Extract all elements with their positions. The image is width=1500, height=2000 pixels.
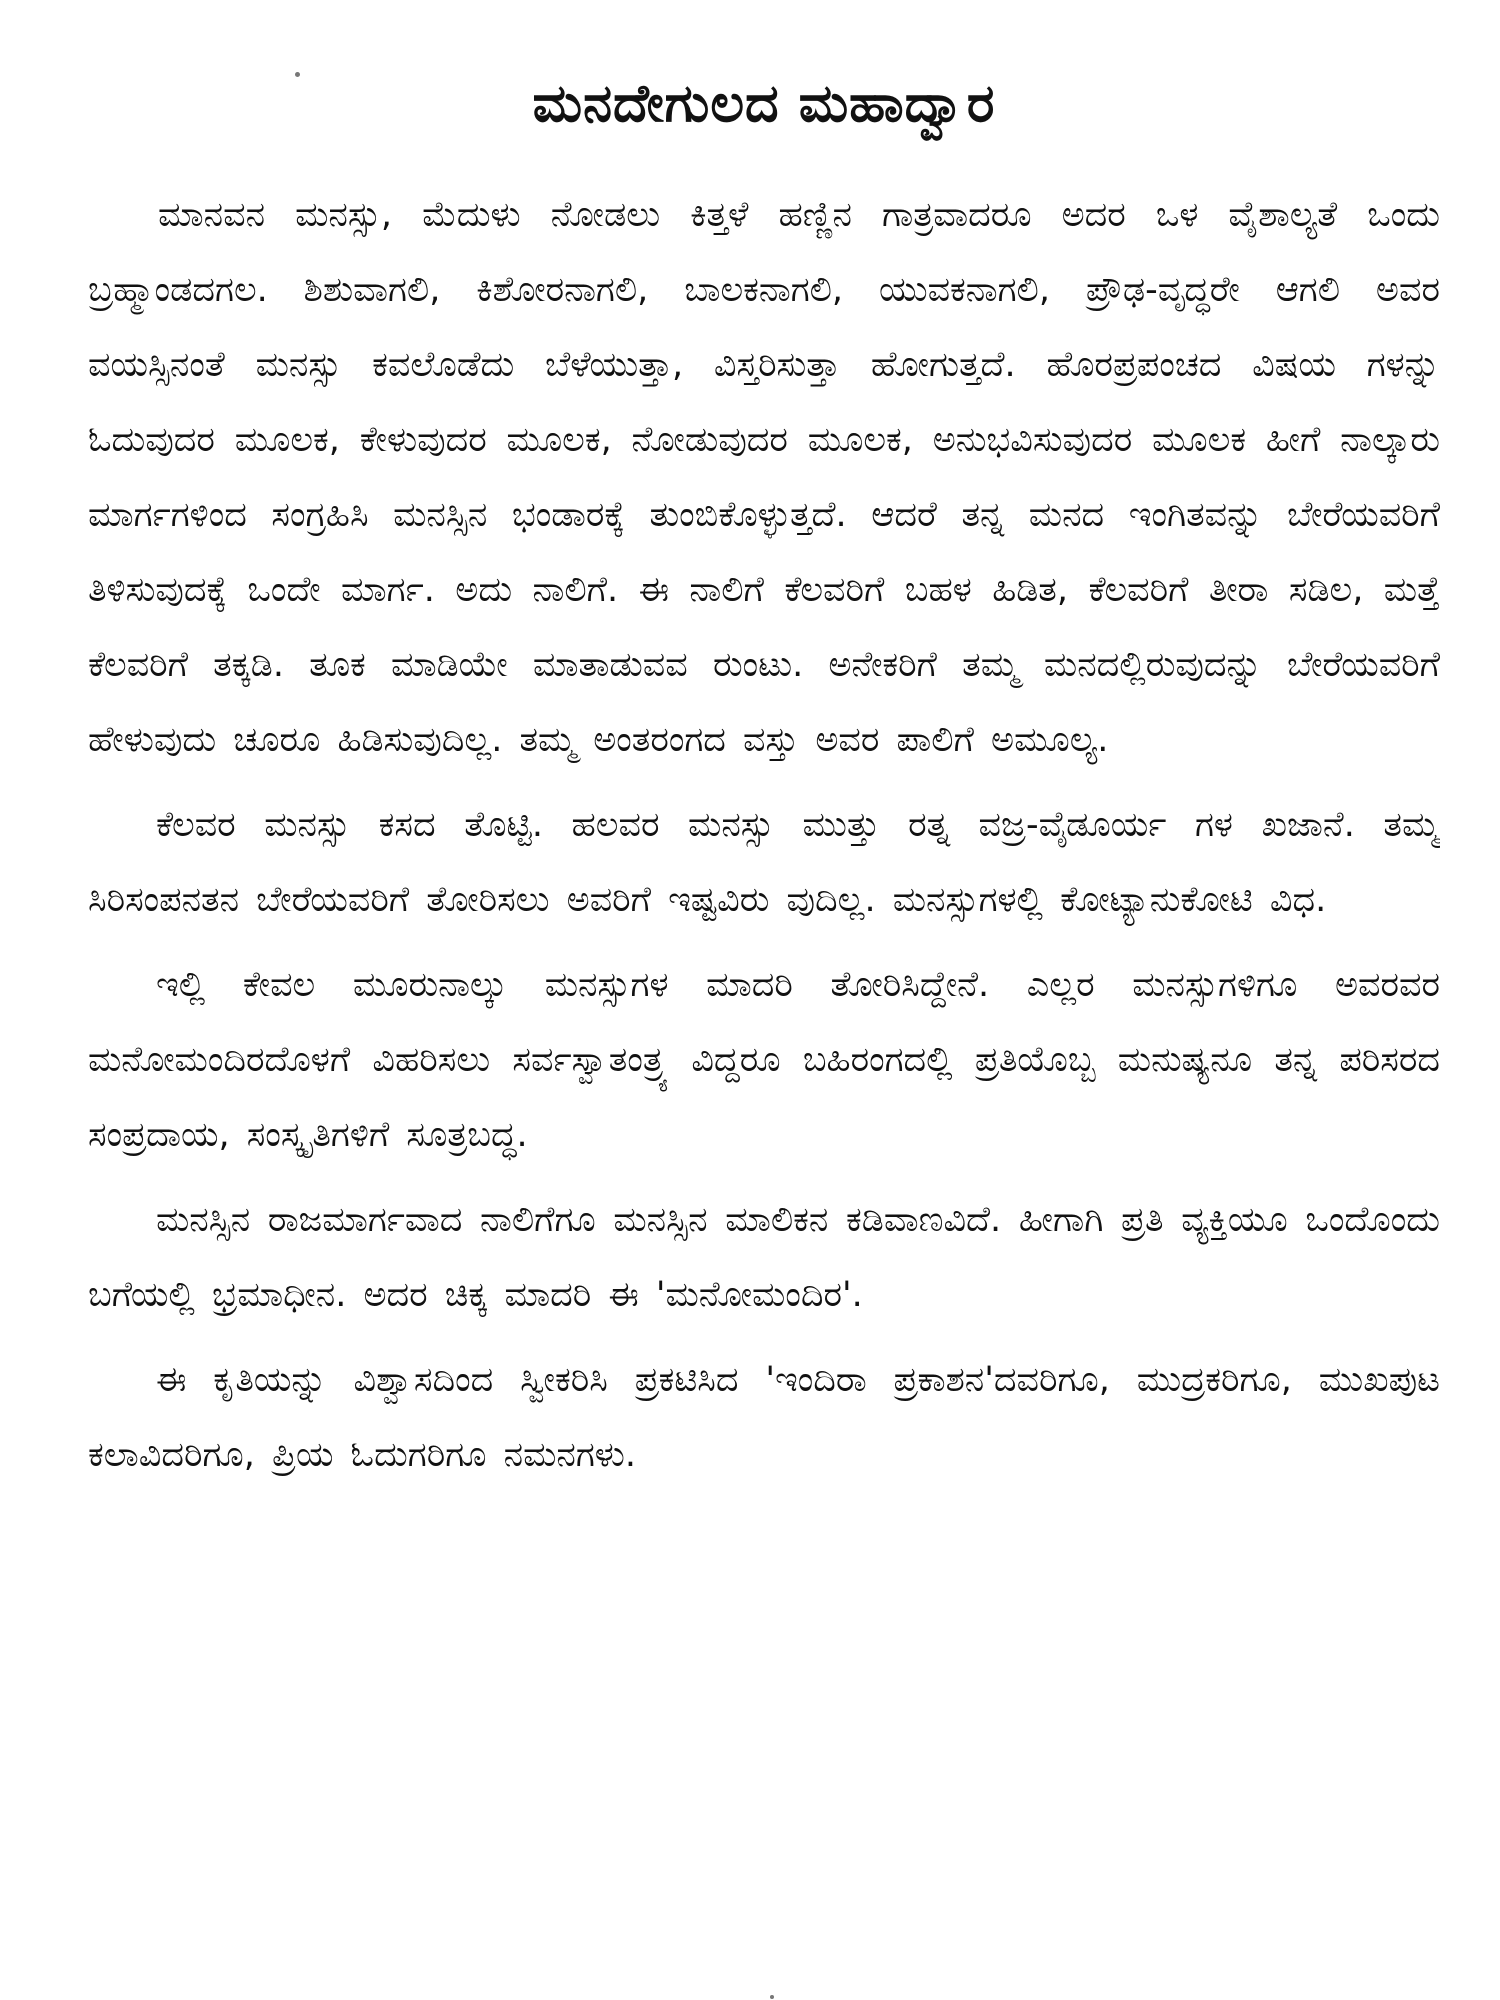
body-paragraph-5: ಈ ಕೃತಿಯನ್ನು ವಿಶ್ವಾಸದಿಂದ ಸ್ವೀಕರಿಸಿ ಪ್ರಕಟಿಸಿದ 'ಇಂದಿರಾ ಪ್ರಕಾಶನ'ದವರಿಗೂ, ಮುದ್ರಕರಿಗೂ, ಮುಖಪುಟ ಕಲಾವಿದರಿಗೂ, ಪ್ರಿಯ ಓದುಗರಿಗೂ ನಮನಗಳು. [88,1360,1440,1475]
scan-speck-bottom [770,1995,774,1999]
body-paragraph-2: ಕೆಲವರ ಮನಸ್ಸು ಕಸದ ತೊಟ್ಟಿ. ಹಲವರ ಮನಸ್ಸು ಮುತ್ತು ರತ್ನ ವಜ್ರ-ವೈಡೂರ್ಯ ಗಳ ಖಜಾನೆ. ತಮ್ಮ ಸಿರಿಸಂಪನತನ ಬೇರೆಯವರಿಗೆ ತೋರಿಸಲು ಅವರಿಗೆ ಇಷ್ಟವಿರು ವುದಿಲ್ಲ. ಮನಸ್ಸುಗಳಲ್ಲಿ ಕೋಟ್ಯಾನುಕೋಟಿ ವಿಧ. [88,805,1440,920]
body-paragraph-4: ಮನಸ್ಸಿನ ರಾಜಮಾರ್ಗವಾದ ನಾಲಿಗೆಗೂ ಮನಸ್ಸಿನ ಮಾಲಿಕನ ಕಡಿವಾಣವಿದೆ. ಹೀಗಾಗಿ ಪ್ರತಿ ವ್ಯಕ್ತಿಯೂ ಒಂದೊಂದು ಬಗೆಯಲ್ಲಿ ಭ್ರಮಾಧೀನ. ಅದರ ಚಿಕ್ಕ ಮಾದರಿ ಈ 'ಮನೋಮಂದಿರ'. [88,1200,1440,1315]
page-title: ಮನದೇಗುಲದ ಮಹಾದ್ವಾರ [532,74,996,134]
document-page [88,68,1440,1968]
body-paragraph-3: ಇಲ್ಲಿ ಕೇವಲ ಮೂರುನಾಲ್ಕು ಮನಸ್ಸುಗಳ ಮಾದರಿ ತೋರಿಸಿದ್ದೇನೆ. ಎಲ್ಲರ ಮನಸ್ಸುಗಳಿಗೂ ಅವರವರ ಮನೋಮಂದಿರದೊಳಗೆ ವಿಹರಿಸಲು ಸರ್ವಸ್ವಾತಂತ್ರ್ಯ ವಿದ್ದರೂ ಬಹಿರಂಗದಲ್ಲಿ ಪ್ರತಿಯೊಬ್ಬ ಮನುಷ್ಯನೂ ತನ್ನ ಪರಿಸರದ ಸಂಪ್ರದಾಯ, ಸಂಸ್ಕೃತಿಗಳಿಗೆ ಸೂತ್ರಬದ್ಧ. [88,965,1440,1155]
body-paragraph-1: ಮಾನವನ ಮನಸ್ಸು, ಮೆದುಳು ನೋಡಲು ಕಿತ್ತಳೆ ಹಣ್ಣಿನ ಗಾತ್ರವಾದರೂ ಅದರ ಒಳ ವೈಶಾಲ್ಯತೆ ಒಂದು ಬ್ರಹ್ಮಾಂಡದಗಲ. ಶಿಶುವಾಗಲಿ, ಕಿಶೋರನಾಗಲಿ, ಬಾಲಕನಾಗಲಿ, ಯುವಕನಾಗಲಿ, ಪ್ರೌಢ-ವೃದ್ಧರೇ ಆಗಲಿ ಅವರ ವಯಸ್ಸಿನಂತೆ ಮನಸ್ಸು ಕವಲೊಡೆದು ಬೆಳೆಯುತ್ತಾ, ವಿಸ್ತರಿಸುತ್ತಾ ಹೋಗುತ್ತದೆ. ಹೊರಪ್ರಪಂಚದ ವಿಷಯ ಗಳನ್ನು ಓದುವುದರ ಮೂಲಕ, ಕೇಳುವುದರ ಮೂಲಕ, ನೋಡುವುದರ ಮೂಲಕ, ಅನುಭವಿಸುವುದರ ಮೂಲಕ ಹೀಗೆ ನಾಲ್ಕಾರು ಮಾರ್ಗಗಳಿಂದ ಸಂಗ್ರಹಿಸಿ ಮನಸ್ಸಿನ ಭಂಡಾರಕ್ಕೆ ತುಂಬಿಕೊಳ್ಳುತ್ತದೆ. ಆದರೆ ತನ್ನ ಮನದ ಇಂಗಿತವನ್ನು ಬೇರೆಯವರಿಗೆ ತಿಳಿಸುವುದಕ್ಕೆ ಒಂದೇ ಮಾರ್ಗ. ಅದು ನಾಲಿಗೆ. ಈ ನಾಲಿಗೆ ಕೆಲವರಿಗೆ ಬಹಳ ಹಿಡಿತ, ಕೆಲವರಿಗೆ ತೀರಾ ಸಡಿಲ, ಮತ್ತೆ ಕೆಲವರಿಗೆ ತಕ್ಕಡಿ. ತೂಕ ಮಾಡಿಯೇ ಮಾತಾಡುವವ ರುಂಟು. ಅನೇಕರಿಗೆ ತಮ್ಮ ಮನದಲ್ಲಿರುವುದನ್ನು ಬೇರೆಯವರಿಗೆ ಹೇಳುವುದು ಚೂರೂ ಹಿಡಿಸುವುದಿಲ್ಲ. ತಮ್ಮ ಅಂತರಂಗದ ವಸ್ತು ಅವರ ಪಾಲಿಗೆ ಅಮೂಲ್ಯ. [88,195,1440,760]
